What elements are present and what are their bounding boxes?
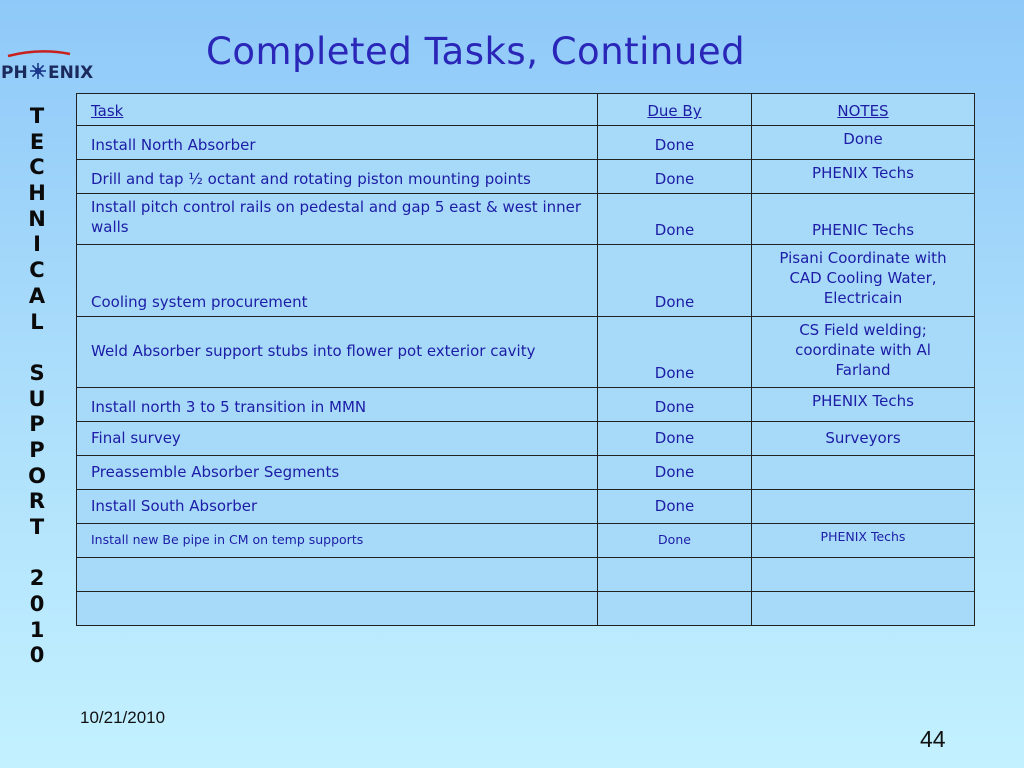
side-label-letter: C (29, 258, 45, 283)
notes-cell (752, 558, 975, 592)
side-label-letter: 2 (29, 566, 45, 591)
table-row (77, 317, 975, 388)
task-cell: Drill and tap ½ octant and rotating piston mounting points (77, 160, 598, 194)
task-cell: Cooling system procurement (77, 245, 598, 317)
side-label-letter: I (33, 232, 41, 257)
due-cell: Done (598, 317, 752, 388)
notes-cell (752, 490, 975, 524)
side-label-letter: U (28, 386, 46, 411)
task-cell: Install north 3 to 5 transition in MMN (77, 388, 598, 422)
task-cell: Preassemble Absorber Segments (77, 456, 598, 490)
side-label-letter: T (29, 104, 45, 128)
side-label-letter: 0 (29, 643, 45, 668)
side-label-letter: P (29, 437, 45, 462)
table-row (77, 160, 975, 194)
task-cell: Install new Be pipe in CM on temp supports (77, 524, 598, 558)
table-row (77, 592, 975, 626)
due-cell: Done (598, 388, 752, 422)
task-cell: Weld Absorber support stubs into flower pot exterior cavity (77, 317, 598, 388)
task-cell: Install North Absorber (77, 126, 598, 160)
side-label-letter: T (29, 515, 45, 539)
due-cell: Done (598, 194, 752, 245)
table-row (77, 558, 975, 592)
tasks-table (76, 93, 975, 626)
due-cell (598, 592, 752, 626)
due-cell: Done (598, 456, 752, 490)
side-label-letter: 0 (29, 592, 45, 617)
slide-title: Completed Tasks, Continued (206, 30, 746, 73)
side-label-letter: P (29, 412, 45, 437)
notes-cell (752, 456, 975, 490)
side-label-letter: L (30, 309, 44, 334)
side-label-letter: S (29, 360, 45, 385)
task-cell: Install South Absorber (77, 490, 598, 524)
task-cell: Install pitch control rails on pedestal and gap 5 east & west inner walls (77, 194, 598, 245)
side-label-letter: R (28, 489, 46, 514)
task-cell (77, 558, 598, 592)
table-row (77, 126, 975, 160)
side-label-letter (33, 335, 40, 361)
side-label-letter: A (28, 283, 46, 308)
page-number: 44 (920, 726, 946, 752)
notes-cell (752, 592, 975, 626)
notes-cell: Pisani Coordinate with CAD Cooling Water, Electricain (752, 245, 975, 317)
table-row (77, 388, 975, 422)
notes-cell: PHENIX Techs (752, 388, 975, 422)
due-cell: Done (598, 126, 752, 160)
notes-cell: CS Field welding; coordinate with Al Farland (752, 317, 975, 388)
notes-cell: Done (752, 126, 975, 160)
notes-cell: PHENIX Techs (752, 160, 975, 194)
svg-text:PH: PH (1, 63, 28, 83)
footer-date: 10/21/2010 (80, 708, 166, 727)
side-label-letter (33, 541, 40, 567)
table-row (77, 245, 975, 317)
svg-text:ENIX: ENIX (48, 63, 94, 83)
side-label-letter: 1 (29, 617, 45, 642)
side-label-letter: E (29, 129, 45, 154)
task-cell: Final survey (77, 422, 598, 456)
due-cell: Done (598, 524, 752, 558)
due-cell: Done (598, 422, 752, 456)
notes-cell: Surveyors (752, 422, 975, 456)
header-task: Task (77, 94, 598, 126)
table-row (77, 456, 975, 490)
notes-cell: PHENIX Techs (752, 524, 975, 558)
header-due-by: Due By (598, 94, 752, 126)
table-header-row (77, 94, 975, 126)
side-label-letter: H (28, 181, 46, 206)
table-row (77, 490, 975, 524)
table-row (77, 194, 975, 245)
table-row (77, 422, 975, 456)
table-row (77, 524, 975, 558)
side-label-letter: N (28, 206, 46, 231)
phenix-logo (0, 46, 100, 86)
task-cell (77, 592, 598, 626)
due-cell (598, 558, 752, 592)
notes-cell: PHENIC Techs (752, 194, 975, 245)
side-label-letter: C (29, 155, 45, 180)
header-notes: NOTES (752, 94, 975, 126)
vertical-side-label (22, 104, 52, 669)
due-cell: Done (598, 160, 752, 194)
due-cell: Done (598, 490, 752, 524)
due-cell: Done (598, 245, 752, 317)
side-label-letter: O (28, 463, 46, 488)
